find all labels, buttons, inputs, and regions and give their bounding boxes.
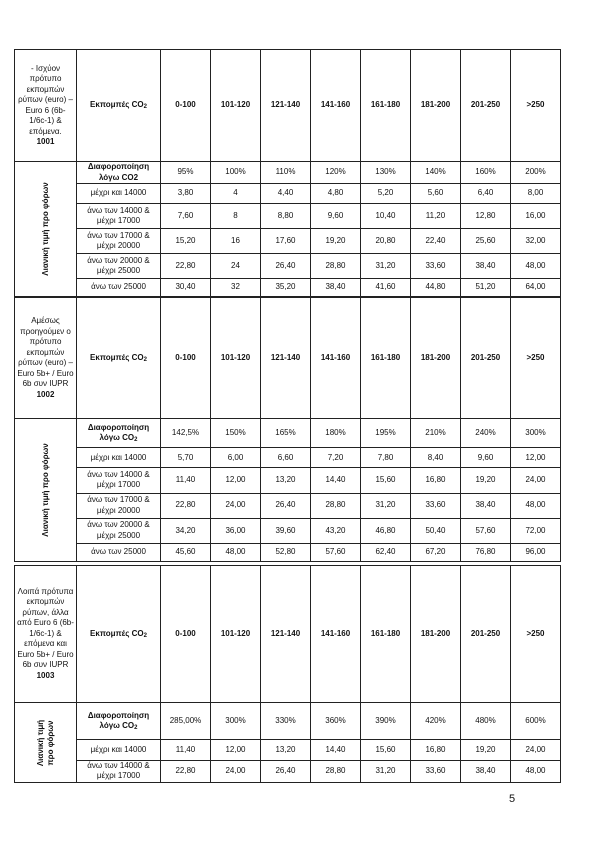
emission-band-header: >250 xyxy=(511,566,561,703)
price-value: 16,80 xyxy=(411,468,461,493)
price-range-label: άνω των 14000 & μέχρι 17000 xyxy=(77,468,161,493)
emission-band-header: 141-160 xyxy=(311,298,361,419)
differentiation-value: 195% xyxy=(361,419,411,448)
price-range-label: άνω των 17000 & μέχρι 20000 xyxy=(77,493,161,518)
price-value: 24,00 xyxy=(211,760,261,782)
price-value: 13,20 xyxy=(261,740,311,760)
price-value: 8,40 xyxy=(411,448,461,468)
price-value: 48,00 xyxy=(511,760,561,782)
price-value: 30,40 xyxy=(161,279,211,297)
differentiation-value: 142,5% xyxy=(161,419,211,448)
price-row xyxy=(15,543,561,561)
price-value: 12,80 xyxy=(461,204,511,229)
emission-band-header: 0-100 xyxy=(161,298,211,419)
header-row xyxy=(15,566,561,703)
price-range-label: άνω των 20000 & μέχρι 25000 xyxy=(77,254,161,279)
price-value: 9,60 xyxy=(311,204,361,229)
emission-band-header: 101-120 xyxy=(211,298,261,419)
price-row xyxy=(15,254,561,279)
retail-price-side-label xyxy=(15,419,77,562)
standard-code: 1003 xyxy=(36,670,55,680)
emissions-label-subscript: 2 xyxy=(143,356,147,363)
price-value: 12,00 xyxy=(511,448,561,468)
price-value: 22,80 xyxy=(161,760,211,782)
emission-band-header: 101-120 xyxy=(211,566,261,703)
emission-band-header: 201-250 xyxy=(461,50,511,162)
differentiation-value: 285,00% xyxy=(161,703,211,740)
price-value: 72,00 xyxy=(511,518,561,543)
price-value: 15,60 xyxy=(361,740,411,760)
side-label-text: Λιανική τιμή προ φόρων xyxy=(40,182,50,276)
side-label-line: προ φόρων xyxy=(45,720,55,765)
emission-band-header: 0-100 xyxy=(161,566,211,703)
differentiation-value: 110% xyxy=(261,162,311,184)
differentiation-value: 420% xyxy=(411,703,461,740)
price-value: 25,60 xyxy=(461,229,511,254)
price-value: 22,80 xyxy=(161,493,211,518)
price-value: 38,40 xyxy=(311,279,361,297)
differentiation-value: 200% xyxy=(511,162,561,184)
price-value: 24,00 xyxy=(511,740,561,760)
price-value: 19,20 xyxy=(311,229,361,254)
emissions-label: Εκπομπές CO xyxy=(90,100,144,110)
emissions-table xyxy=(14,49,561,297)
differentiation-label xyxy=(77,703,161,740)
emission-band-header: 181-200 xyxy=(411,298,461,419)
price-value: 11,40 xyxy=(161,740,211,760)
emission-band-header: >250 xyxy=(511,50,561,162)
emissions-label: Εκπομπές CO xyxy=(90,352,144,362)
standard-code: 1001 xyxy=(36,137,55,146)
price-row xyxy=(15,184,561,204)
emission-band-header: 181-200 xyxy=(411,566,461,703)
price-value: 6,40 xyxy=(461,184,511,204)
price-range-label: μέχρι και 14000 xyxy=(77,184,161,204)
price-value: 16 xyxy=(211,229,261,254)
price-range-label: άνω των 20000 & μέχρι 25000 xyxy=(77,518,161,543)
price-value: 96,00 xyxy=(511,543,561,561)
price-value: 57,60 xyxy=(311,543,361,561)
differentiation-label xyxy=(77,162,161,184)
price-row xyxy=(15,740,561,760)
price-value: 32,00 xyxy=(511,229,561,254)
differentiation-label-subscript: 2 xyxy=(134,725,138,732)
price-row xyxy=(15,448,561,468)
price-value: 34,20 xyxy=(161,518,211,543)
price-value: 11,40 xyxy=(161,468,211,493)
differentiation-value: 300% xyxy=(211,703,261,740)
price-value: 50,40 xyxy=(411,518,461,543)
price-value: 28,80 xyxy=(311,254,361,279)
price-value: 24,00 xyxy=(211,493,261,518)
differentiation-value: 130% xyxy=(361,162,411,184)
emissions-header xyxy=(77,566,161,703)
differentiation-row xyxy=(15,162,561,184)
emissions-label-subscript: 2 xyxy=(143,632,147,639)
price-value: 4,40 xyxy=(261,184,311,204)
differentiation-value: 600% xyxy=(511,703,561,740)
header-row xyxy=(15,50,561,162)
price-value: 48,00 xyxy=(211,543,261,561)
differentiation-value: 165% xyxy=(261,419,311,448)
differentiation-value: 100% xyxy=(211,162,261,184)
differentiation-value: 330% xyxy=(261,703,311,740)
differentiation-value: 240% xyxy=(461,419,511,448)
price-value: 16,00 xyxy=(511,204,561,229)
side-label-text: Λιανική τιμή προ φόρων xyxy=(40,443,50,537)
price-value: 46,80 xyxy=(361,518,411,543)
price-row xyxy=(15,493,561,518)
price-value: 5,60 xyxy=(411,184,461,204)
differentiation-value: 140% xyxy=(411,162,461,184)
price-value: 10,40 xyxy=(361,204,411,229)
side-label-wrapper xyxy=(17,703,74,782)
differentiation-label-subscript: 2 xyxy=(134,437,138,444)
differentiation-label xyxy=(77,419,161,448)
price-value: 8 xyxy=(211,204,261,229)
emissions-header xyxy=(77,50,161,162)
price-row xyxy=(15,468,561,493)
emission-band-header: 201-250 xyxy=(461,566,511,703)
price-range-label: άνω των 25000 xyxy=(77,279,161,297)
side-label-line: Λιανική τιμή xyxy=(35,719,45,766)
price-value: 22,80 xyxy=(161,254,211,279)
price-range-label: άνω των 25000 xyxy=(77,543,161,561)
price-value: 14,40 xyxy=(311,740,361,760)
price-range-label: άνω των 17000 & μέχρι 20000 xyxy=(77,229,161,254)
price-value: 4,80 xyxy=(311,184,361,204)
price-value: 39,60 xyxy=(261,518,311,543)
price-value: 4 xyxy=(211,184,261,204)
price-row xyxy=(15,279,561,297)
price-value: 31,20 xyxy=(361,760,411,782)
price-value: 26,40 xyxy=(261,760,311,782)
differentiation-value: 180% xyxy=(311,419,361,448)
price-value: 48,00 xyxy=(511,493,561,518)
price-value: 8,80 xyxy=(261,204,311,229)
price-value: 6,60 xyxy=(261,448,311,468)
price-value: 9,60 xyxy=(461,448,511,468)
price-value: 22,40 xyxy=(411,229,461,254)
price-value: 24,00 xyxy=(511,468,561,493)
emissions-table xyxy=(14,565,561,783)
price-range-label: άνω των 14000 & μέχρι 17000 xyxy=(77,760,161,782)
price-value: 33,60 xyxy=(411,493,461,518)
differentiation-label-text: Διαφοροποίηση λόγω CO xyxy=(87,710,150,731)
emission-band-header: 121-140 xyxy=(261,566,311,703)
price-value: 7,60 xyxy=(161,204,211,229)
price-value: 38,40 xyxy=(461,760,511,782)
price-value: 19,20 xyxy=(461,740,511,760)
emissions-header xyxy=(77,298,161,419)
price-range-label: μέχρι και 14000 xyxy=(77,740,161,760)
price-value: 62,40 xyxy=(361,543,411,561)
price-value: 24 xyxy=(211,254,261,279)
price-value: 3,80 xyxy=(161,184,211,204)
emission-band-header: 161-180 xyxy=(361,50,411,162)
price-range-label: άνω των 14000 & μέχρι 17000 xyxy=(77,204,161,229)
price-value: 15,20 xyxy=(161,229,211,254)
emission-band-header: 161-180 xyxy=(361,298,411,419)
price-value: 45,60 xyxy=(161,543,211,561)
differentiation-value: 480% xyxy=(461,703,511,740)
differentiation-value: 120% xyxy=(311,162,361,184)
price-value: 16,80 xyxy=(411,740,461,760)
price-value: 19,20 xyxy=(461,468,511,493)
standard-description xyxy=(15,50,77,162)
emission-band-header: 121-140 xyxy=(261,50,311,162)
price-value: 51,20 xyxy=(461,279,511,297)
side-label-wrapper xyxy=(17,419,74,561)
price-row xyxy=(15,760,561,782)
differentiation-value: 95% xyxy=(161,162,211,184)
price-value: 20,80 xyxy=(361,229,411,254)
emissions-table xyxy=(14,297,561,562)
price-value: 52,80 xyxy=(261,543,311,561)
differentiation-label-text: Διαφοροποίηση λόγω CO2 xyxy=(87,162,150,182)
standard-description-text: Αμέσως προηγούμεν ο πρότυπο εκπομπών ρύπων (euro) – Euro 5b+ / Euro 6b συν IUPR xyxy=(17,316,74,388)
differentiation-value: 300% xyxy=(511,419,561,448)
retail-price-side-label xyxy=(15,162,77,297)
price-value: 12,00 xyxy=(211,468,261,493)
differentiation-value: 390% xyxy=(361,703,411,740)
price-value: 28,80 xyxy=(311,760,361,782)
price-value: 38,40 xyxy=(461,254,511,279)
differentiation-row xyxy=(15,419,561,448)
emissions-label-subscript: 2 xyxy=(143,104,147,111)
price-value: 8,00 xyxy=(511,184,561,204)
differentiation-value: 210% xyxy=(411,419,461,448)
price-value: 57,60 xyxy=(461,518,511,543)
price-value: 28,80 xyxy=(311,493,361,518)
price-value: 33,60 xyxy=(411,760,461,782)
page-number: 5 xyxy=(509,793,516,805)
standard-description-text: - Ισχύον πρότυπο εκπομπών ρύπων (euro) – Euro 6 (6b-1/6c-1) & επόμενα. xyxy=(18,63,73,136)
price-value: 13,20 xyxy=(261,468,311,493)
differentiation-label-text: Διαφοροποίηση λόγω CO xyxy=(87,422,150,443)
price-value: 5,20 xyxy=(361,184,411,204)
price-value: 6,00 xyxy=(211,448,261,468)
price-range-label: μέχρι και 14000 xyxy=(77,448,161,468)
price-value: 12,00 xyxy=(211,740,261,760)
price-value: 67,20 xyxy=(411,543,461,561)
price-value: 38,40 xyxy=(461,493,511,518)
differentiation-value: 160% xyxy=(461,162,511,184)
emission-band-header: 121-140 xyxy=(261,298,311,419)
standard-description xyxy=(15,566,77,703)
differentiation-row xyxy=(15,703,561,740)
price-value: 7,20 xyxy=(311,448,361,468)
emission-band-header: 141-160 xyxy=(311,566,361,703)
price-row xyxy=(15,229,561,254)
price-value: 44,80 xyxy=(411,279,461,297)
price-value: 48,00 xyxy=(511,254,561,279)
emission-band-header: 141-160 xyxy=(311,50,361,162)
emission-band-header: >250 xyxy=(511,298,561,419)
price-value: 17,60 xyxy=(261,229,311,254)
price-value: 26,40 xyxy=(261,254,311,279)
price-value: 76,80 xyxy=(461,543,511,561)
side-label-wrapper xyxy=(17,163,74,296)
price-value: 26,40 xyxy=(261,493,311,518)
price-value: 5,70 xyxy=(161,448,211,468)
price-value: 35,20 xyxy=(261,279,311,297)
price-value: 14,40 xyxy=(311,468,361,493)
side-label-text xyxy=(36,719,56,765)
emission-band-header: 101-120 xyxy=(211,50,261,162)
header-row xyxy=(15,298,561,419)
price-value: 64,00 xyxy=(511,279,561,297)
standard-description-text: Λοιπά πρότυπα εκπομπών ρύπων, άλλα από Euro 6 (6b-1/6c-1) & επόμενα και Euro 5b+ / Euro 6b συν IUPR xyxy=(17,586,74,670)
retail-price-side-label xyxy=(15,703,77,783)
emission-band-header: 161-180 xyxy=(361,566,411,703)
emission-band-header: 181-200 xyxy=(411,50,461,162)
price-value: 41,60 xyxy=(361,279,411,297)
price-value: 7,80 xyxy=(361,448,411,468)
emissions-label: Εκπομπές CO xyxy=(90,628,144,638)
price-row xyxy=(15,204,561,229)
price-value: 36,00 xyxy=(211,518,261,543)
emission-band-header: 0-100 xyxy=(161,50,211,162)
price-row xyxy=(15,518,561,543)
price-value: 33,60 xyxy=(411,254,461,279)
price-value: 15,60 xyxy=(361,468,411,493)
differentiation-value: 150% xyxy=(211,419,261,448)
price-value: 43,20 xyxy=(311,518,361,543)
price-value: 31,20 xyxy=(361,254,411,279)
emission-band-header: 201-250 xyxy=(461,298,511,419)
price-value: 31,20 xyxy=(361,493,411,518)
standard-code: 1002 xyxy=(36,389,55,399)
price-value: 11,20 xyxy=(411,204,461,229)
price-value: 32 xyxy=(211,279,261,297)
differentiation-value: 360% xyxy=(311,703,361,740)
standard-description xyxy=(15,298,77,419)
